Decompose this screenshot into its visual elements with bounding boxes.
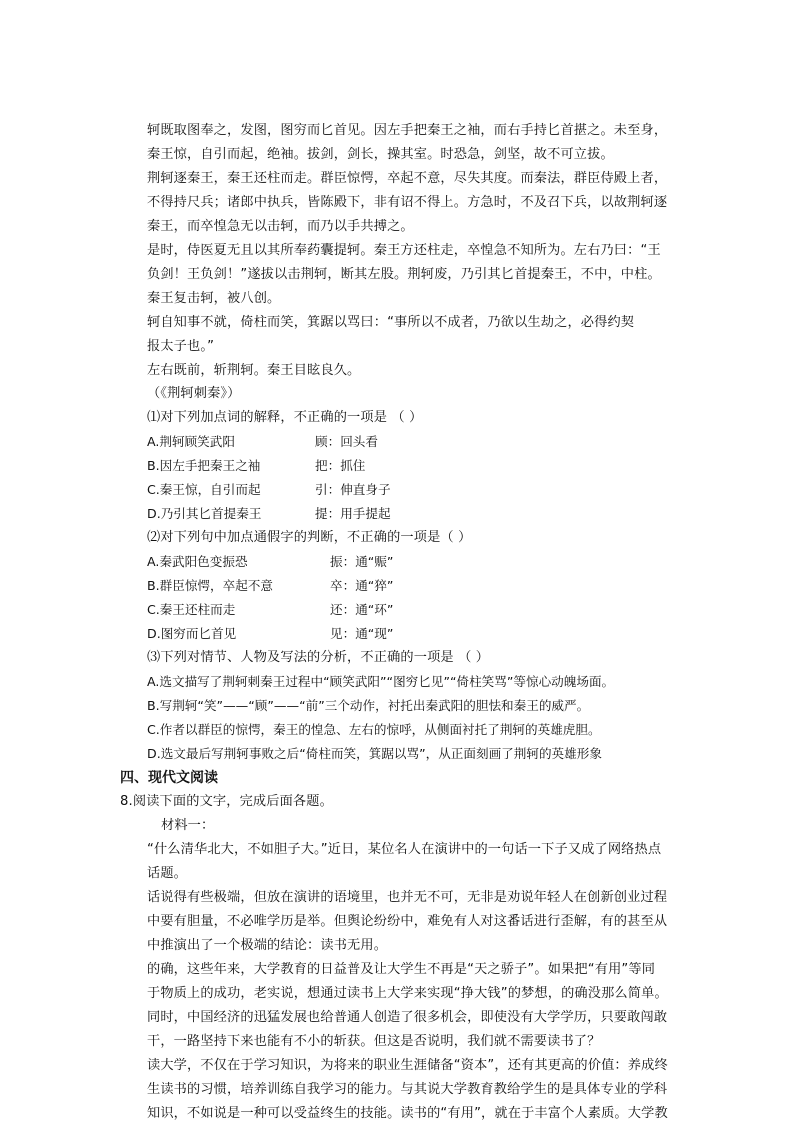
q1-option-d-gloss: 提：用手提起 bbox=[315, 506, 391, 521]
material-line: 中要有胆量，不必唯学历是举。但舆论纷纷中，难免有人对这番话进行歪解，有的甚至从 bbox=[147, 914, 668, 929]
q3-option-b: B.写荆轲“笑”——“顾”——“前”三个动作，衬托出秦武阳的胆怯和秦王的威严。 bbox=[147, 698, 590, 713]
material-line: 中推演出了一个极端的结论：读书无用。 bbox=[147, 938, 388, 953]
q1-option-a: A.荆轲顾笑武阳 bbox=[147, 434, 235, 449]
q2-option-d: D.图穷而匕首见 bbox=[147, 626, 237, 641]
question-3-stem: ⑶下列对情节、人物及写法的分析，不正确的一项是 （ ） bbox=[147, 650, 490, 665]
q2-option-d-gloss: 见：通“现” bbox=[330, 626, 394, 641]
passage-line: 不得持尺兵；诸郎中执兵，皆陈殿下，非有诏不得上。方急时，不及召下兵，以故荆轲逐 bbox=[147, 195, 668, 210]
material-line: 知识，不如说是一种可以受益终生的技能。读书的“有用”，就在于丰富个人素质。大学教 bbox=[147, 1106, 668, 1121]
q1-option-a-gloss: 顾：回头看 bbox=[315, 434, 378, 449]
q2-option-a: A.秦武阳色变振恐 bbox=[147, 554, 248, 569]
section-heading: 四、现代文阅读 bbox=[120, 770, 218, 786]
q2-option-c-gloss: 还：通“环” bbox=[330, 602, 394, 617]
passage-line: 秦王，而卒惶急无以击轲，而乃以手共搏之。 bbox=[147, 219, 414, 234]
question-8-stem: 8.阅读下面的文字，完成后面各题。 bbox=[120, 794, 333, 809]
passage-line: 是时，侍医夏无且以其所奉药囊提轲。秦王方还柱走，卒惶急不知所为。左右乃曰：“王 bbox=[147, 243, 661, 258]
material-line: 话题。 bbox=[147, 866, 188, 881]
q3-option-c: C.作者以群臣的惊愕，秦王的惶急、左右的惊呼，从侧面衬托了荆轲的英雄虎胆。 bbox=[147, 722, 601, 737]
question-1-stem: ⑴对下列加点词的解释，不正确的一项是 （ ） bbox=[147, 410, 423, 425]
q2-option-c: C.秦王还柱而走 bbox=[147, 602, 236, 617]
q2-option-b-gloss: 卒：通“猝” bbox=[330, 578, 394, 593]
passage-line: 轲自知事不就，倚柱而笑，箕踞以骂曰：“事所以不成者，乃欲以生劫之，必得约契 bbox=[147, 315, 635, 330]
passage-line: 秦王惊，自引而起，绝袖。拔剑，剑长，操其室。时恐急，剑坚，故不可立拔。 bbox=[147, 147, 614, 162]
question-2-stem: ⑵对下列句中加点通假字的判断，不正确的一项是（ ） bbox=[147, 530, 472, 545]
q1-option-d: D.乃引其匕首提秦王 bbox=[147, 506, 262, 521]
material-label: 材料一： bbox=[161, 818, 215, 833]
passage-line: 报太子也。” bbox=[147, 339, 215, 354]
passage-line: 左右既前，斩荆轲。秦王目眩良久。 bbox=[147, 363, 361, 378]
q1-option-c-gloss: 引：伸直身子 bbox=[315, 482, 391, 497]
material-line: 同时，中国经济的迅猛发展也给普通人创造了很多机会，即使没有大学学历，只要敢闯敢 bbox=[147, 1010, 668, 1025]
q1-option-b: B.因左手把秦王之袖 bbox=[147, 458, 261, 473]
q3-option-a: A.选文描写了荆轲刺秦王过程中“顾笑武阳”“图穷匕见”“倚柱笑骂”等惊心动魄场面。 bbox=[147, 674, 615, 689]
passage-line: 轲既取图奉之，发图，图穷而匕首见。因左手把秦王之袖，而右手持匕首揕之。未至身， bbox=[147, 123, 668, 138]
material-line: 读大学，不仅在于学习知识，为将来的职业生涯储备“资本”，还有其更高的价值：养成终 bbox=[147, 1058, 668, 1073]
q1-option-b-gloss: 把：抓住 bbox=[315, 458, 366, 473]
material-line: “什么清华北大，不如胆子大。”近日，某位名人在演讲中的一句话一下子又成了网络热点 bbox=[147, 842, 662, 857]
material-line: 话说得有些极端，但放在演讲的语境里，也并无不可，无非是劝说年轻人在创新创业过程 bbox=[147, 890, 668, 905]
passage-source: （《荆轲刺秦》） bbox=[147, 386, 241, 401]
q3-option-d: D.选文最后写荆轲事败之后“倚柱而笑，箕踞以骂”，从正面刻画了荆轲的英雄形象 bbox=[147, 746, 602, 761]
material-line: 干，一路坚持下来也能有不小的斩获。但这是否说明，我们就不需要读书了？ bbox=[147, 1034, 601, 1049]
material-line: 于物质上的成功，老实说，想通过读书上大学来实现“挣大钱”的梦想，的确没那么简单。 bbox=[147, 986, 668, 1001]
q2-option-a-gloss: 振：通“赈” bbox=[330, 554, 394, 569]
material-line: 的确，这些年来，大学教育的日益普及让大学生不再是“天之骄子”。如果把“有用”等同 bbox=[147, 962, 656, 977]
passage-line: 负剑！王负剑！”遂拔以击荆轲，断其左股。荆轲废，乃引其匕首提秦王，不中，中柱。 bbox=[147, 267, 661, 282]
material-line: 生读书的习惯，培养训练自我学习的能力。与其说大学教育教给学生的是具体专业的学科 bbox=[147, 1082, 668, 1097]
q2-option-b: B.群臣惊愕，卒起不意 bbox=[147, 578, 273, 593]
q1-option-c: C.秦王惊，自引而起 bbox=[147, 482, 261, 497]
passage-line: 荆轲逐秦王，秦王还柱而走。群臣惊愕，卒起不意，尽失其度。而秦法，群臣侍殿上者， bbox=[147, 171, 668, 186]
passage-line: 秦王复击轲，被八创。 bbox=[147, 291, 281, 306]
